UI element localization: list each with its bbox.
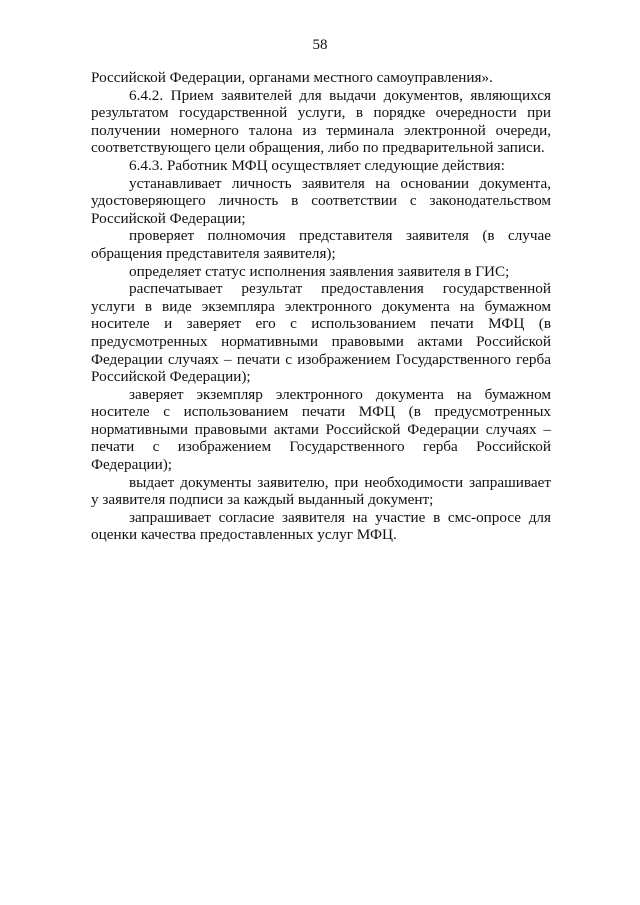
action-identify-applicant: устанавливает личность заявителя на основании документа, удостоверяющего личность в соответствии с законодательством Российской Федерации;: [91, 174, 551, 227]
paragraph-continuation: Российской Федерации, органами местного самоуправления».: [91, 69, 493, 86]
action-request-sms-survey: запрашивает согласие заявителя на участие в смс-опросе для оценки качества предоставленных услуг МФЦ.: [91, 508, 551, 544]
action-check-authority: проверяет полномочия представителя заявителя (в случае обращения представителя заявителя);: [91, 227, 551, 262]
action-print-result: распечатывает результат предоставления государственной услуги в виде экземпляра электронного документа на бумажном носителе и заверяет его с использованием печати МФЦ (в предусмотренных нормативными правовыми актами Российской Федерации случаях – печати с изображением Государственного герба Российской Федерации);: [91, 280, 551, 386]
action-determine-status: определяет статус исполнения заявления заявителя в ГИС;: [129, 262, 510, 280]
paragraph-6-4-3: 6.4.3. Работник МФЦ осуществляет следующие действия:: [129, 156, 505, 174]
document-body: [91, 69, 551, 544]
action-certify-copy: заверяет экземпляр электронного документа на бумажном носителе с использованием печати МФЦ (в предусмотренных нормативными правовыми актами Российской Федерации случаях – печати с изображением Государственного герба Российской Федерации);: [91, 385, 551, 474]
action-issue-documents: выдает документы заявителю, при необходимости запрашивает у заявителя подписи за каждый выданный документ;: [91, 473, 551, 509]
paragraph-6-4-2: 6.4.2. Прием заявителей для выдачи документов, являющихся результатом государственной услуги, в порядке очередности при получении номерного талона из терминала электронной очереди, соответствующего цели обращения, либо по предварительной записи.: [91, 86, 551, 157]
page-number: 58: [312, 37, 328, 53]
